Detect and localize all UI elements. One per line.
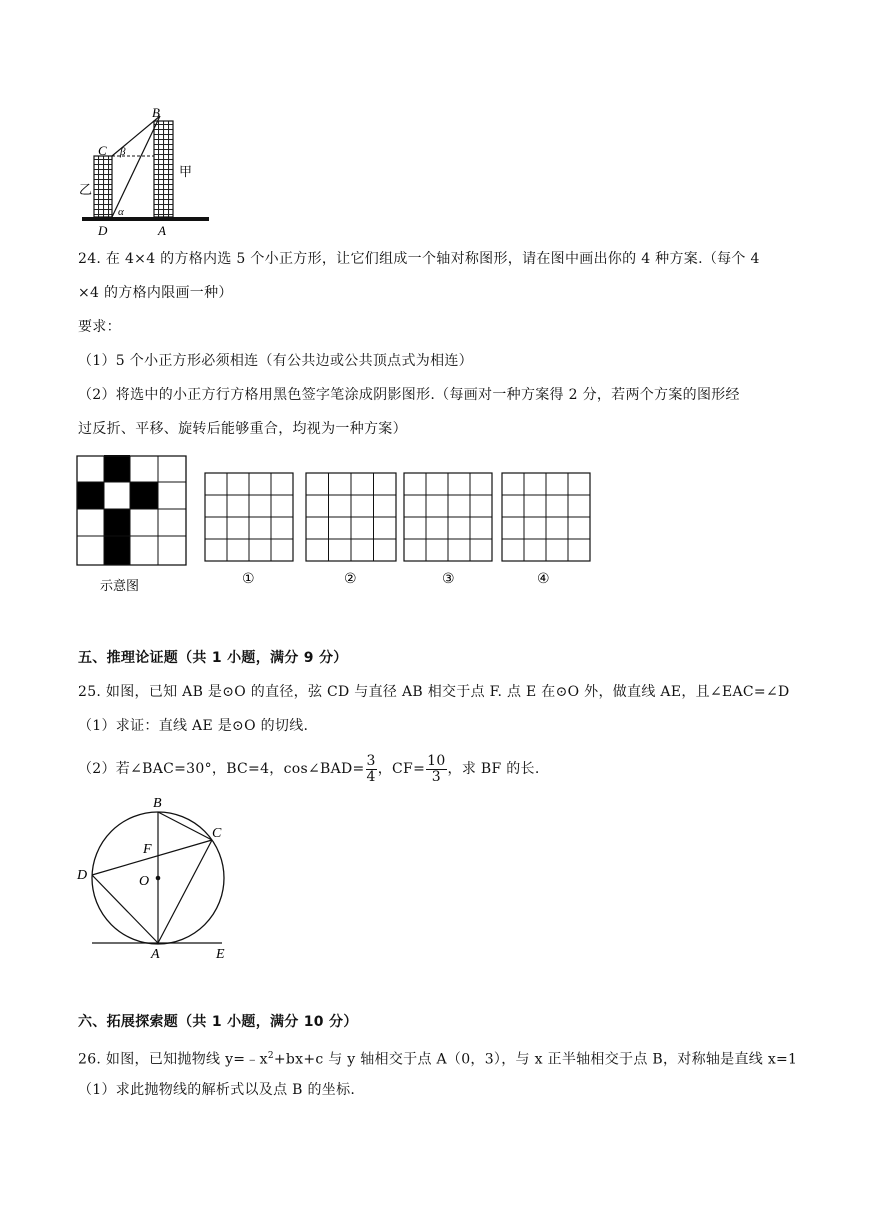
example-grid-label: 示意图 <box>100 579 140 594</box>
label-yi: 乙 <box>79 183 93 198</box>
label-alpha: α <box>118 206 124 218</box>
grids-figure <box>76 455 596 597</box>
grid-label-3: ③ <box>442 571 455 587</box>
label-a: A <box>158 223 166 238</box>
center-point-o <box>156 876 161 881</box>
section-6-title: 六、拓展探索题（共 1 小题，满分 10 分） <box>78 1014 358 1030</box>
fraction-cos <box>366 754 377 785</box>
q25-stem: 25. 如图，已知 AB 是⊙O 的直径，弦 CD 与直径 AB 相交于点 F. 点 E 在⊙O 外，做直线 AE，且∠EAC=∠D <box>78 684 790 700</box>
grid-label-2: ② <box>344 571 357 587</box>
chord-dc <box>92 840 212 875</box>
label-a: A <box>151 947 160 962</box>
answer-grid-1 <box>205 473 293 561</box>
q24-requirement-2b: 过反折、平移、旋转后能够重合，均视为一种方案） <box>78 421 407 437</box>
answer-grid-3 <box>404 473 492 561</box>
q26-stem <box>78 1046 797 1070</box>
q24-line2: ×4 的方格内限画一种） <box>78 285 233 301</box>
q24-line1: 24. 在 4×4 的方格内选 5 个小正方形，让它们组成一个轴对称图形，请在图中画出你的 4 种方案.（每个 4 <box>78 251 760 267</box>
label-c: C <box>212 826 222 841</box>
q25-part-2-middle: ，CF= <box>377 761 426 777</box>
fraction-cos-denominator: 4 <box>366 768 376 785</box>
q26-exponent: 2 <box>267 1051 274 1061</box>
q26-stem-prefix: 26. 如图，已知抛物线 y=﹣x <box>78 1051 268 1068</box>
example-grid <box>77 455 186 565</box>
q25-part-2-suffix: ，求 BF 的长. <box>447 761 540 777</box>
segment-ac <box>158 840 212 943</box>
q24-requirement-2a: （2）将选中的小正方行方格用黑色签字笔涂成阴影图形.（每画对一种方案得 2 分，若两个方案的图形经 <box>78 387 740 403</box>
grid-label-1: ① <box>242 571 255 587</box>
fraction-cf-numerator: 10 <box>427 752 446 769</box>
ground-line <box>82 217 209 221</box>
label-b: B <box>153 796 162 811</box>
q24-requirement-1: （1）5 个小正方形必须相连（有公共边或公共顶点式为相连） <box>78 353 473 369</box>
line-db <box>112 116 160 217</box>
q25-part-2 <box>78 750 540 788</box>
q25-part-1: （1）求证：直线 AE 是⊙O 的切线. <box>78 718 309 734</box>
label-b: B <box>152 105 160 120</box>
answer-grid-4 <box>502 473 590 561</box>
grid-label-4: ④ <box>537 571 550 587</box>
fraction-cf <box>426 754 446 785</box>
answer-grid-2 <box>306 473 396 561</box>
segment-bc <box>158 812 212 840</box>
buildings-figure <box>78 104 213 238</box>
q24-requirements-label: 要求： <box>78 319 121 335</box>
label-o: O <box>139 874 150 889</box>
label-c: C <box>98 143 107 158</box>
fraction-cos-numerator: 3 <box>366 752 376 769</box>
label-jia: 甲 <box>179 165 193 180</box>
label-e: E <box>216 947 225 962</box>
q26-stem-suffix: +bx+c 与 y 轴相交于点 A（0，3），与 x 正半轴相交于点 B，对称轴是直线 x=1 <box>273 1051 798 1068</box>
q25-part-2-prefix: （2）若∠BAC=30°，BC=4，cos∠BAD= <box>78 761 365 777</box>
label-d: D <box>77 868 88 883</box>
q26-part-1: （1）求此抛物线的解析式以及点 B 的坐标. <box>78 1082 356 1098</box>
building-yi <box>94 156 112 217</box>
section-5-title: 五、推理论证题（共 1 小题，满分 9 分） <box>78 650 348 666</box>
label-beta: β <box>120 146 126 158</box>
circle-figure <box>72 792 242 962</box>
building-jia <box>154 121 173 217</box>
label-f: F <box>143 842 152 857</box>
label-d: D <box>98 223 108 238</box>
fraction-cf-denominator: 3 <box>431 768 441 785</box>
